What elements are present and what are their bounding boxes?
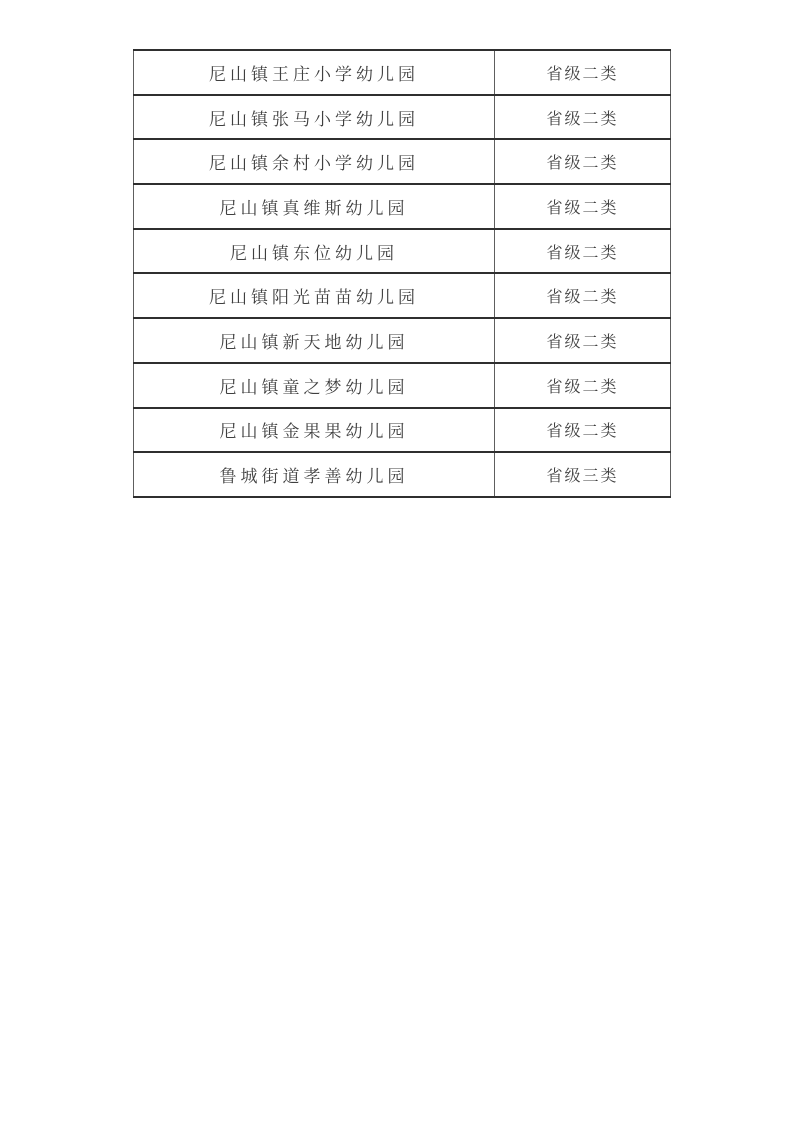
kindergarten-name-cell: 尼山镇童之梦幼儿园 <box>134 363 495 408</box>
kindergarten-name-cell: 尼山镇张马小学幼儿园 <box>134 95 495 140</box>
table-row <box>134 184 671 229</box>
kindergarten-name-cell: 尼山镇王庄小学幼儿园 <box>134 50 495 95</box>
classification-cell: 省级二类 <box>495 139 671 184</box>
kindergarten-name-cell: 尼山镇余村小学幼儿园 <box>134 139 495 184</box>
table-row <box>134 408 671 453</box>
table-row <box>134 452 671 497</box>
kindergarten-name-cell: 尼山镇阳光苗苗幼儿园 <box>134 273 495 318</box>
kindergarten-classification-table <box>133 49 671 498</box>
table-row <box>134 318 671 363</box>
kindergarten-name-cell: 尼山镇新天地幼儿园 <box>134 318 495 363</box>
kindergarten-name-cell: 鲁城街道孝善幼儿园 <box>134 452 495 497</box>
table-body <box>134 50 671 497</box>
classification-cell: 省级二类 <box>495 184 671 229</box>
table-row <box>134 229 671 274</box>
kindergarten-name-cell: 尼山镇东位幼儿园 <box>134 229 495 274</box>
classification-cell: 省级二类 <box>495 50 671 95</box>
kindergarten-name-cell: 尼山镇金果果幼儿园 <box>134 408 495 453</box>
classification-cell: 省级二类 <box>495 95 671 140</box>
classification-cell: 省级二类 <box>495 273 671 318</box>
table-row <box>134 139 671 184</box>
classification-cell: 省级二类 <box>495 408 671 453</box>
kindergarten-name-cell: 尼山镇真维斯幼儿园 <box>134 184 495 229</box>
table-row <box>134 95 671 140</box>
classification-cell: 省级二类 <box>495 318 671 363</box>
table-row <box>134 273 671 318</box>
classification-cell: 省级二类 <box>495 229 671 274</box>
table-row <box>134 363 671 408</box>
table-row <box>134 50 671 95</box>
classification-cell: 省级三类 <box>495 452 671 497</box>
classification-cell: 省级二类 <box>495 363 671 408</box>
